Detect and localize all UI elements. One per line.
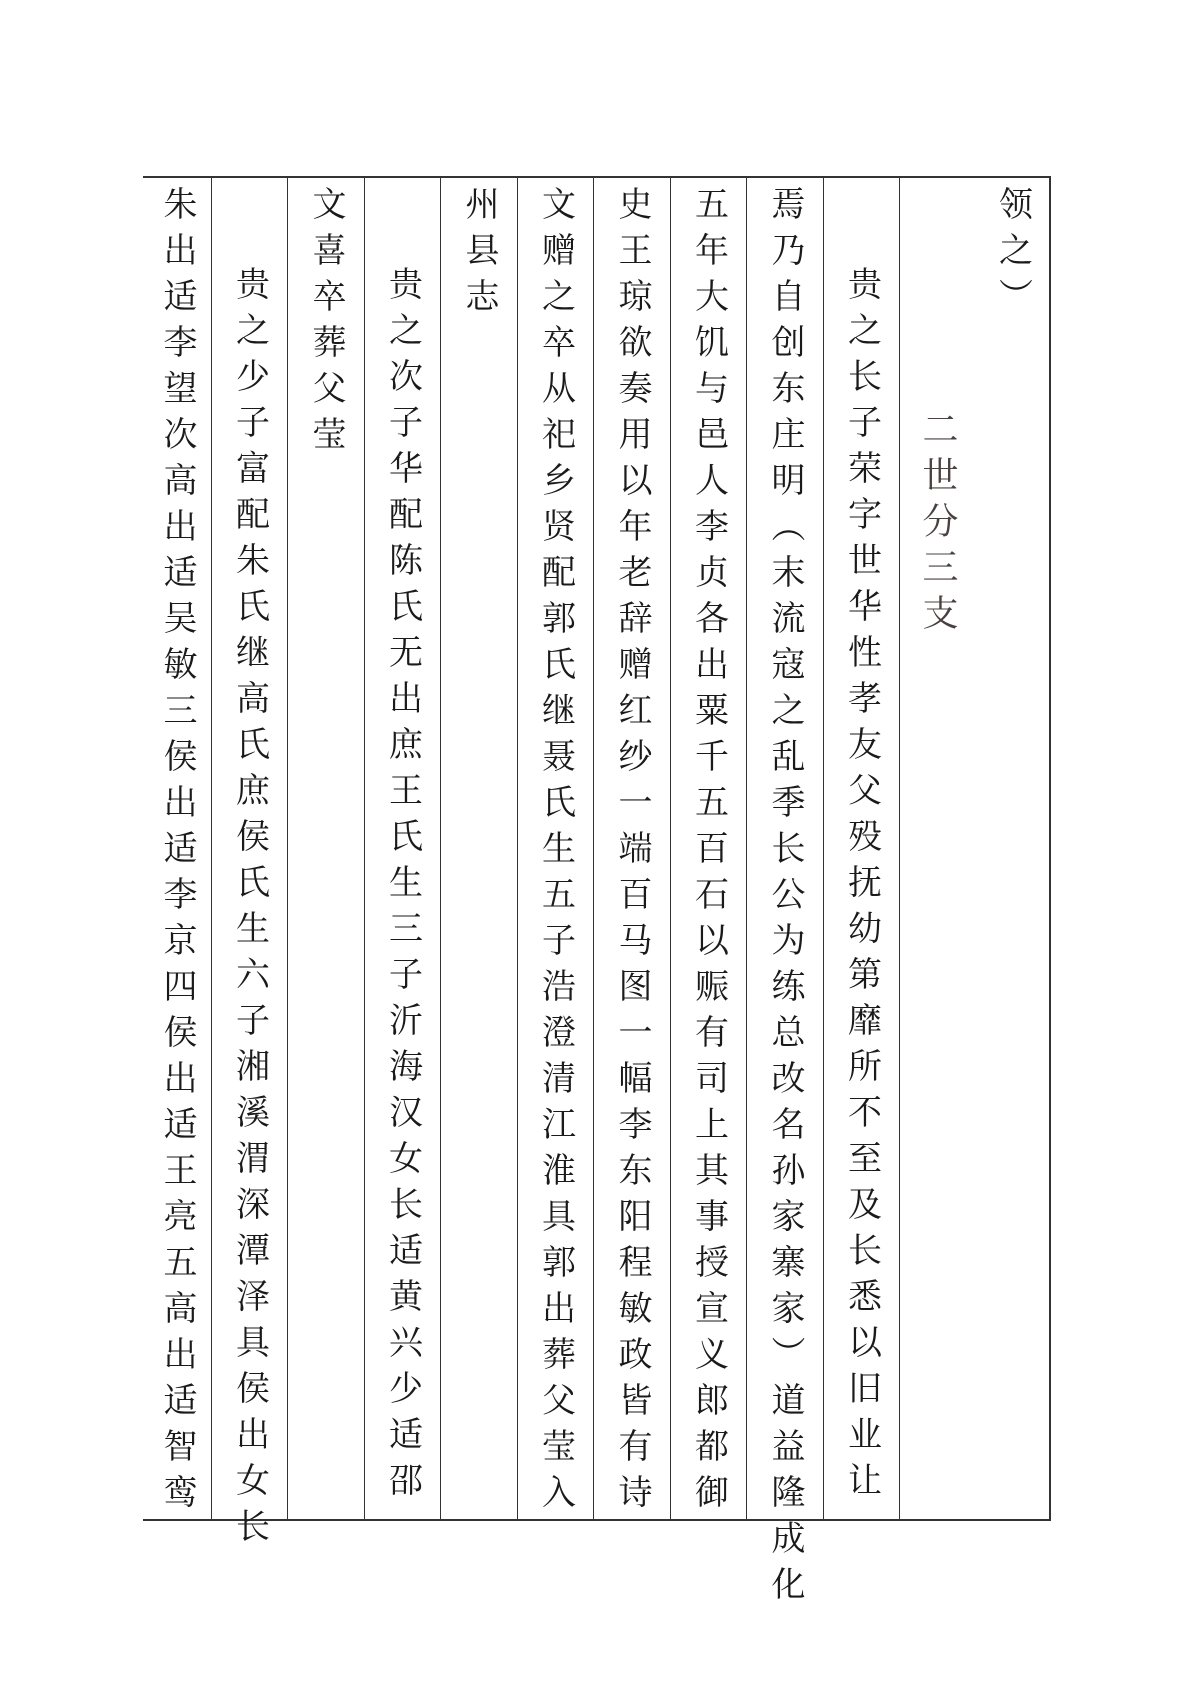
column-text: 州县志 [459, 186, 499, 324]
text-column-10 [287, 178, 364, 1519]
column-text: 文喜卒葬父莹 [306, 186, 346, 462]
text-column-6 [593, 178, 670, 1519]
document-frame [143, 176, 1051, 1612]
column-text: 史王琼欲奏用以年老辞赠红纱一端百马图一幅李东阳程敏政皆有诗 [612, 186, 652, 1520]
text-column-1 [974, 178, 1051, 1519]
column-text: 贵之少子富配朱氏继高氏庶侯氏生六子湘溪渭深潭泽具侯出女长 [229, 266, 270, 1554]
column-text: 贵之长子荣字世华性孝友父殁抚幼第靡所不至及长悉以旧业让 [841, 266, 882, 1508]
text-column-5 [670, 178, 746, 1519]
column-text: 文赠之卒从祀乡贤配郭氏继聂氏生五子浩澄清江淮具郭出葬父莹入 [535, 186, 576, 1520]
column-text: 朱出适李望次高出适吴敏三侯出适李京四侯出适王亮五高出适智鸾 [157, 186, 197, 1520]
text-column-11 [211, 178, 287, 1554]
column-text: 五年大饥与邑人李贞各出粟千五百石以赈有司上其事授宣义郎都御 [688, 186, 729, 1520]
text-column-7 [517, 178, 593, 1519]
text-column-12 [143, 178, 211, 1519]
column-text: 贵之次子华配陈氏无出庶王氏生三子沂海汉女长适黄兴少适邵 [382, 266, 423, 1508]
text-column-3 [823, 178, 899, 1519]
section-heading: 二世分三支 [917, 410, 958, 640]
text-column-8 [440, 178, 517, 1519]
column-text: 领之） [992, 186, 1033, 324]
text-column-9 [364, 178, 440, 1519]
column-text: 焉乃自创东庄明（末流寇之乱季长公为练总改名孙家寨家）道益隆成化 [765, 186, 805, 1612]
text-column-4 [746, 178, 823, 1612]
section-heading-column [899, 178, 974, 1519]
